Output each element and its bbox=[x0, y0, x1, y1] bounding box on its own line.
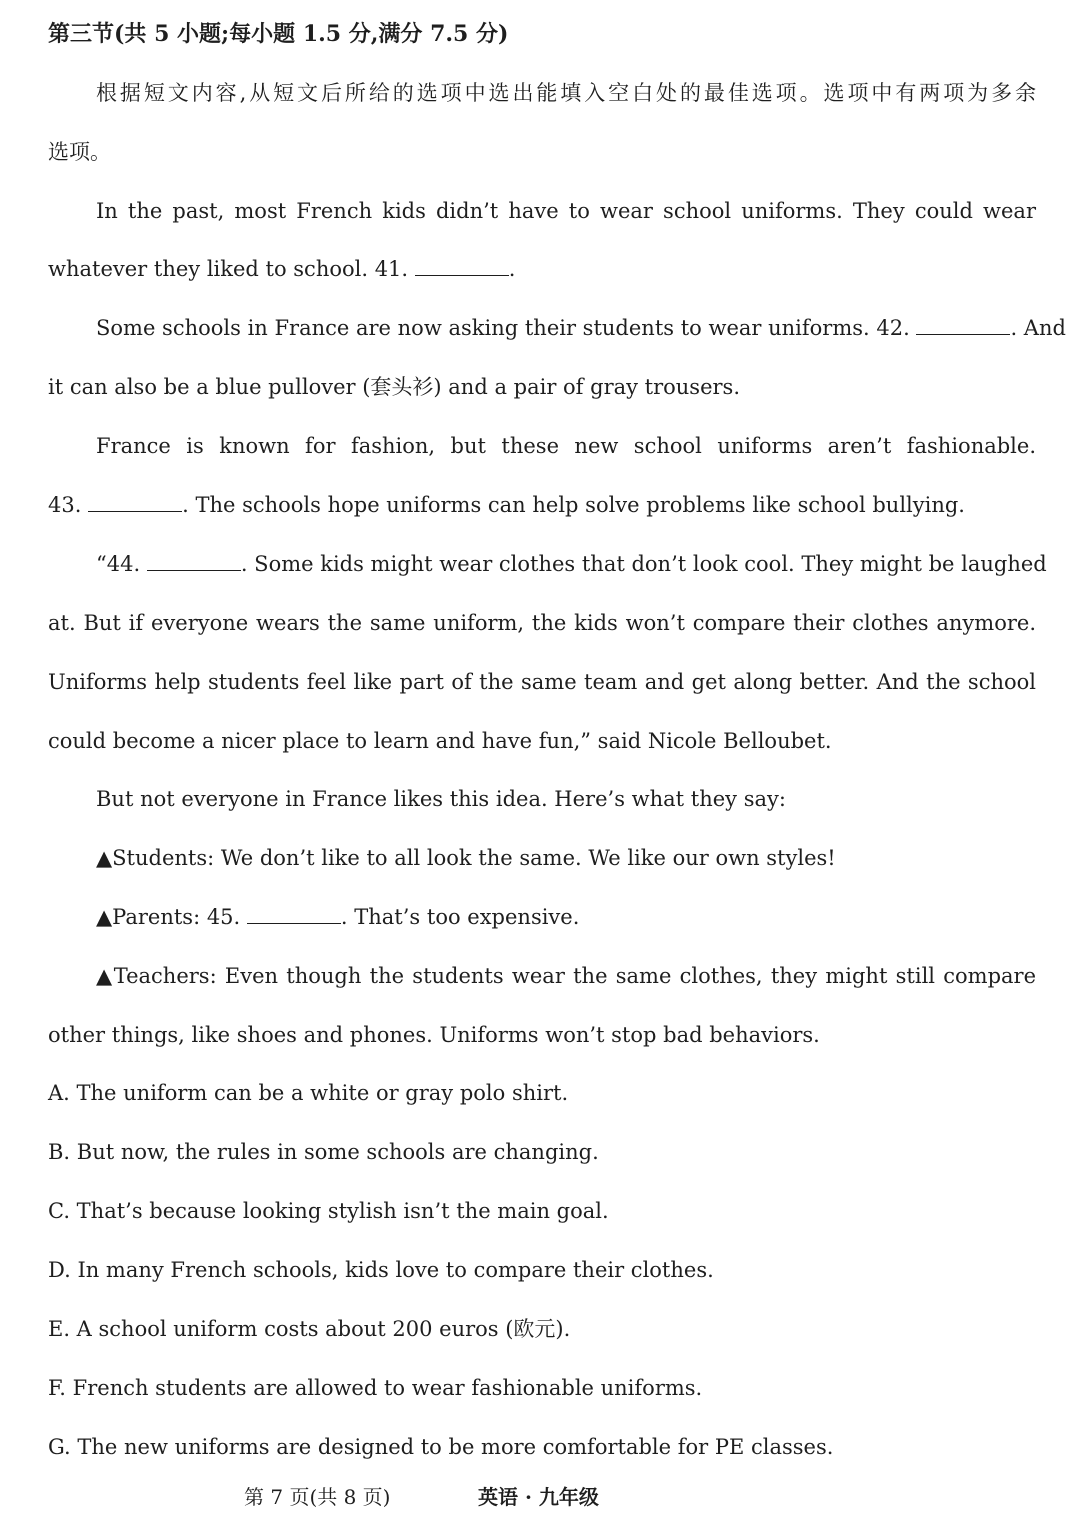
opinion-teachers-cont: other things, like shoes and phones. Uniforms won’t stop bad behaviors. bbox=[48, 1023, 820, 1047]
passage-line: it can also be a blue pullover (套头衫) and a pair of gray trousers. bbox=[48, 375, 741, 399]
option-f: F. French students are allowed to wear fashionable uniforms. bbox=[48, 1376, 703, 1400]
opinion-text: . That’s too expensive. bbox=[340, 905, 580, 929]
instruction-line-1: 根据短文内容,从短文后所给的选项中选出能填入空白处的最佳选项。选项中有两项为多余 bbox=[96, 81, 1036, 105]
instruction-line-2: 选项。 bbox=[48, 140, 111, 164]
answer-blank-45 bbox=[247, 905, 341, 924]
answer-blank-41 bbox=[415, 257, 509, 276]
answer-blank-44 bbox=[147, 552, 241, 571]
answer-blank-42 bbox=[916, 316, 1010, 335]
passage-line: could become a nicer place to learn and have fun,” said Nicole Belloubet. bbox=[48, 729, 832, 753]
passage-text: . The schools hope uniforms can help solve problems like school bullying. bbox=[182, 493, 965, 517]
page-number: 第 7 页(共 8 页) bbox=[244, 1485, 391, 1509]
question-number: “44. bbox=[96, 552, 141, 576]
option-b: B. But now, the rules in some schools are changing. bbox=[48, 1140, 599, 1164]
option-d: D. In many French schools, kids love to compare their clothes. bbox=[48, 1258, 714, 1282]
option-a: A. The uniform can be a white or gray polo shirt. bbox=[48, 1081, 569, 1105]
period: . bbox=[508, 257, 516, 281]
passage-line: But not everyone in France likes this idea. Here’s what they say: bbox=[96, 787, 786, 811]
passage-text: whatever they liked to school. 41. bbox=[48, 257, 409, 281]
passage-line bbox=[96, 313, 1066, 343]
question-number: 43. bbox=[48, 493, 82, 517]
option-c: C. That’s because looking stylish isn’t the main goal. bbox=[48, 1199, 609, 1223]
passage-line bbox=[96, 549, 1047, 579]
passage-text: . And bbox=[1010, 316, 1066, 340]
opinion-text: ▲Parents: 45. bbox=[96, 905, 241, 929]
opinion-parents bbox=[96, 902, 1036, 932]
passage-text: Some schools in France are now asking their students to wear uniforms. 42. bbox=[96, 316, 910, 340]
answer-blank-43 bbox=[88, 493, 182, 512]
passage-line: Uniforms help students feel like part of the same team and get along better. And the school bbox=[48, 670, 1036, 694]
option-e: E. A school uniform costs about 200 euros (欧元). bbox=[48, 1317, 571, 1341]
section-heading: 第三节(共 5 小题;每小题 1.5 分,满分 7.5 分) bbox=[48, 21, 509, 47]
passage-line: In the past, most French kids didn’t have to wear school uniforms. They could wear bbox=[96, 199, 1036, 223]
option-g: G. The new uniforms are designed to be more comfortable for PE classes. bbox=[48, 1435, 834, 1459]
passage-line bbox=[48, 254, 1036, 284]
opinion-teachers: ▲Teachers: Even though the students wear the same clothes, they might still compare bbox=[96, 964, 1036, 988]
passage-line bbox=[48, 490, 1036, 520]
passage-line: France is known for fashion, but these new school uniforms aren’t fashionable. bbox=[96, 434, 1036, 458]
passage-text: . Some kids might wear clothes that don’t look cool. They might be laughed bbox=[240, 552, 1047, 576]
passage-line: at. But if everyone wears the same uniform, the kids won’t compare their clothes anymore. bbox=[48, 611, 1036, 635]
opinion-students: ▲Students: We don’t like to all look the same. We like our own styles! bbox=[96, 846, 836, 870]
subject-label: 英语 · 九年级 bbox=[478, 1485, 599, 1509]
